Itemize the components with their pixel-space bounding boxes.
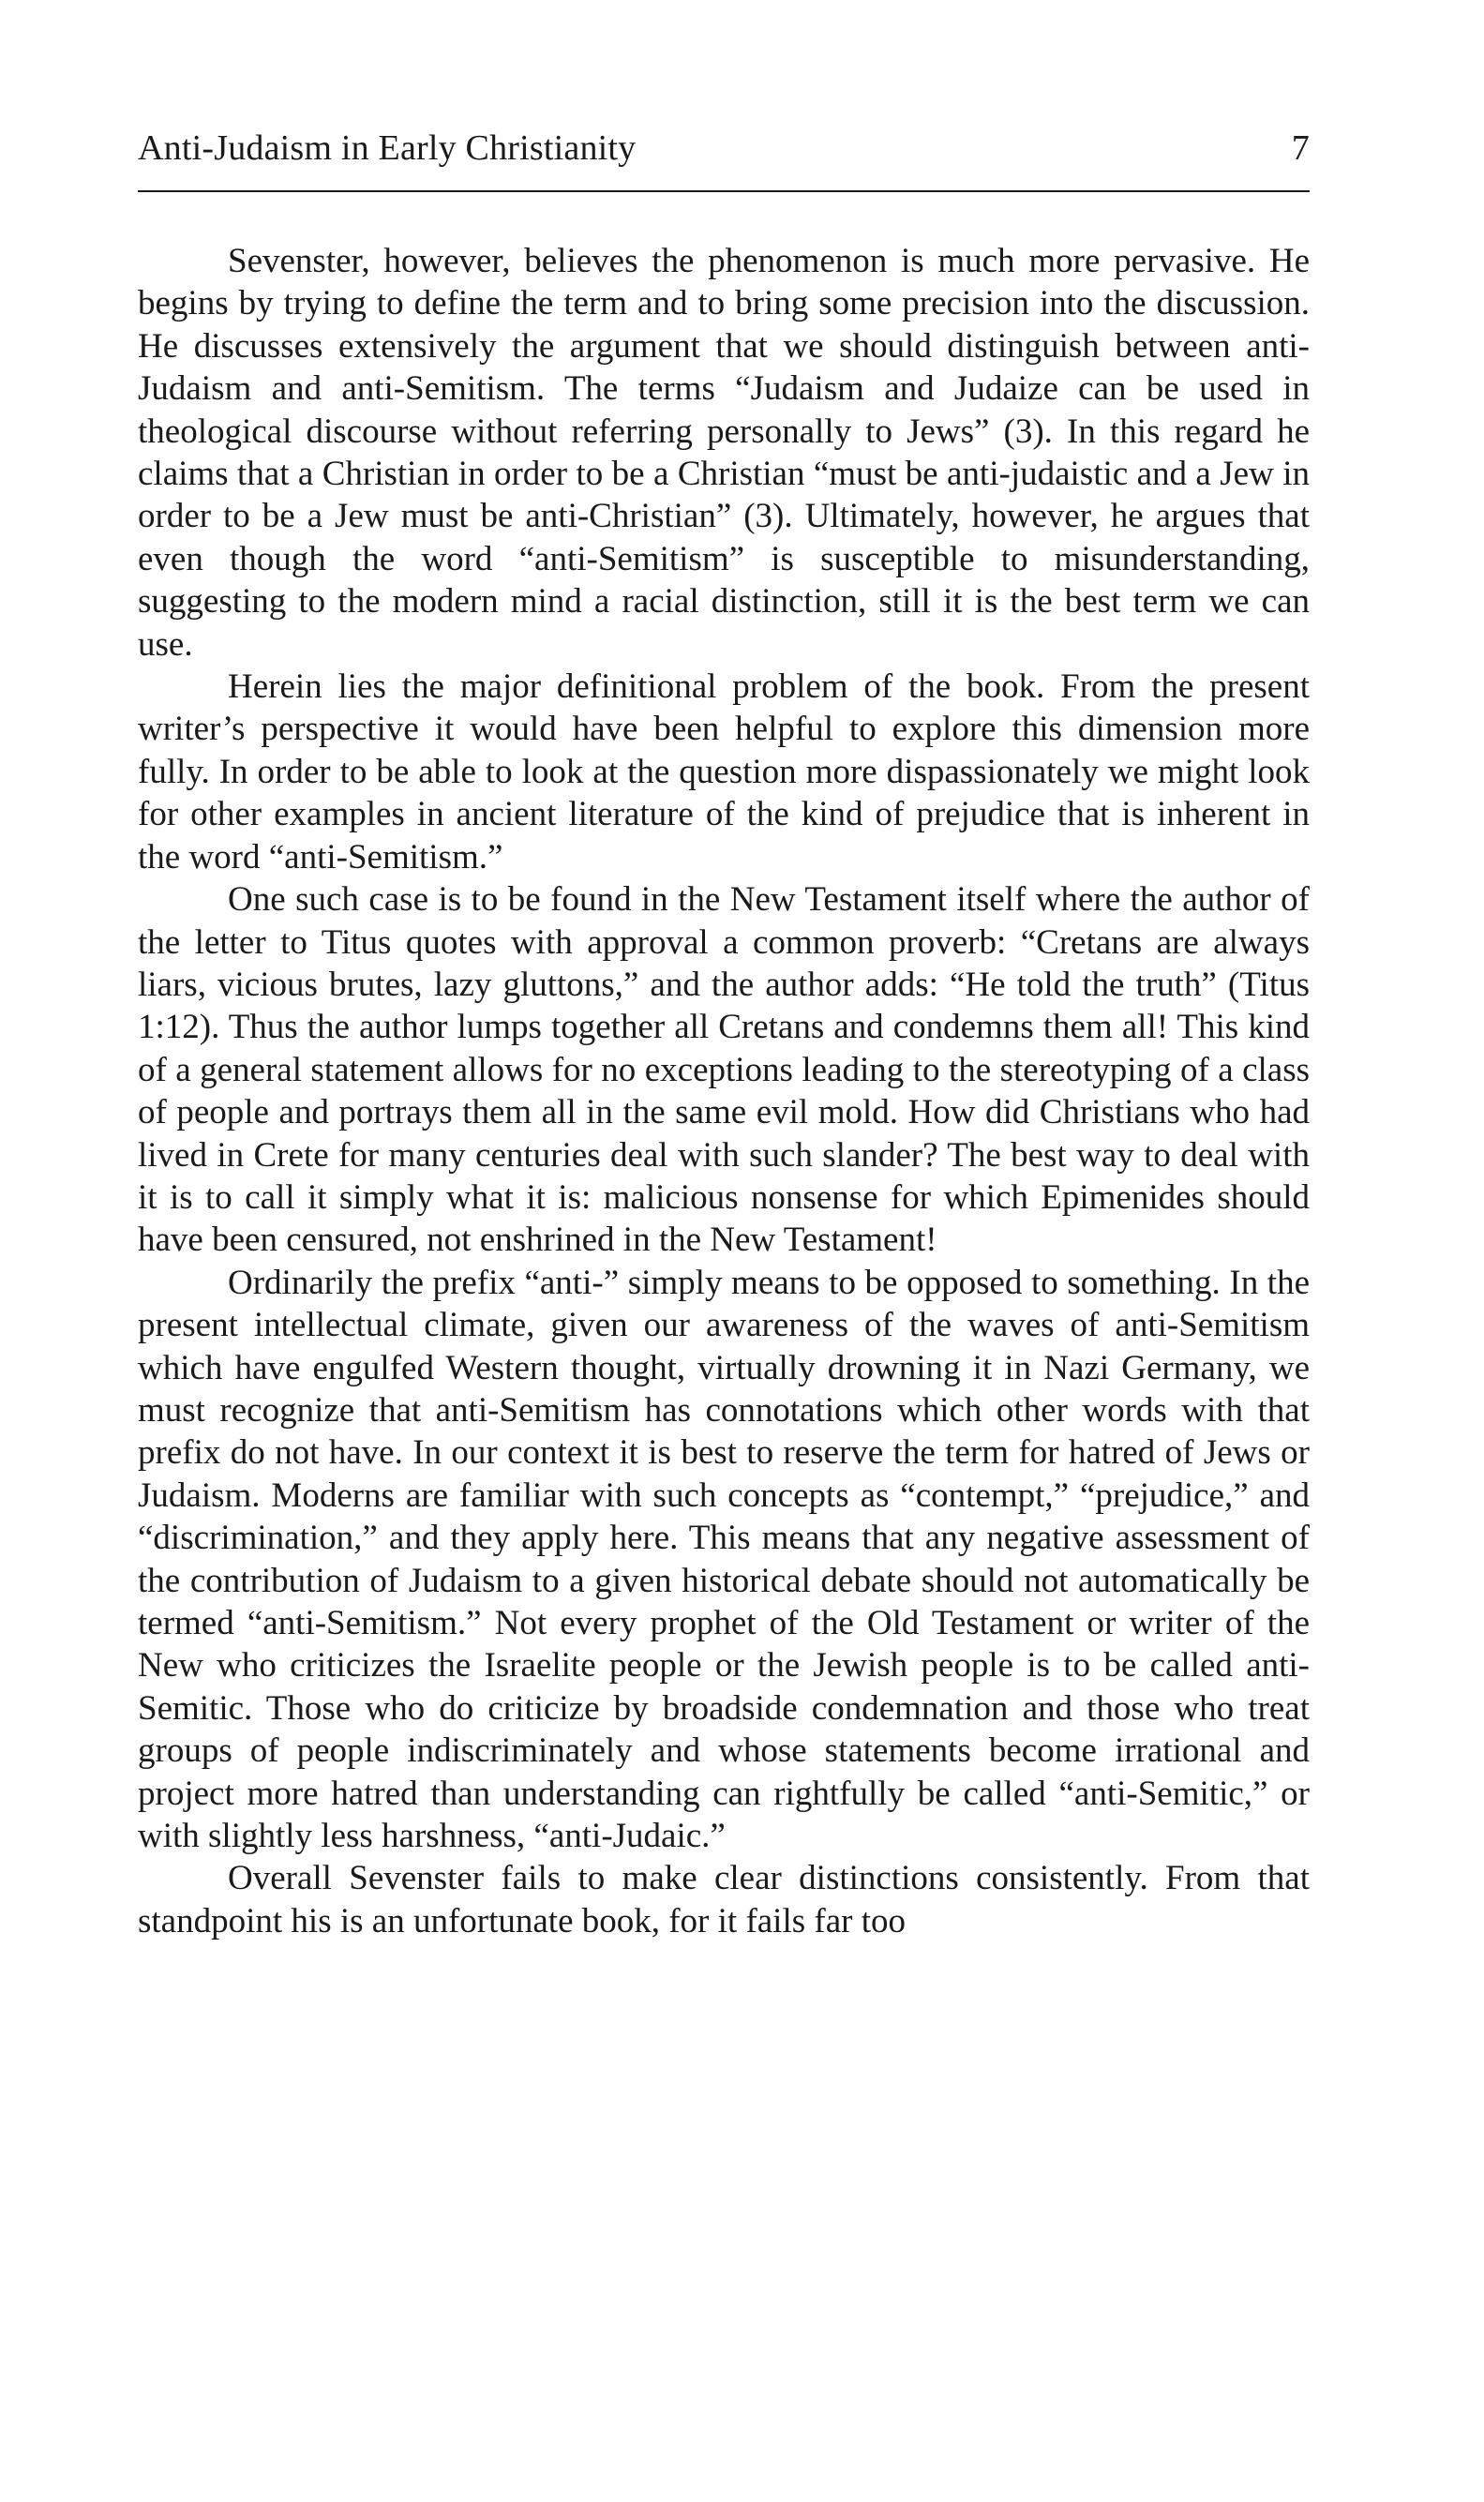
paragraph: Sevenster, however, believes the phenomenon is much more pervasive. He begins by trying to define the term and to bring some precision into the discussion. He discusses extensively the argument that we should distinguish between anti-Judaism and anti-Semitism. The terms “Judaism and Judaize can be used in theological discourse without referring personally to Jews” (3). In this regard he claims that a Christian in order to be a Christian “must be anti-judaistic and a Jew in order to be a Jew must be anti-Christian” (3). Ultimately, however, he argues that even though the word “anti-Semitism” is susceptible to misunderstanding, suggesting to the modern mind a racial distinction, still it is the best term we can use. (138, 242, 1310, 664)
paragraph: Ordinarily the prefix “anti-” simply means to be opposed to something. In the present intellectual climate, given our awareness of the waves of anti-Semitism which have engulfed Western thought, virtually drowning it in Nazi Germany, we must recognize that anti-Semitism has connotations which other words with that prefix do not have. In our context it is best to reserve the term for hatred of Jews or Judaism. Moderns are familiar with such concepts as “contempt,” “prejudice,” and “discrimination,” and they apply here. This means that any negative assessment of the contribution of Judaism to a given historical debate should not automatically be termed “anti-Semitism.” Not every prophet of the Old Testament or writer of the New who criticizes the Israelite people or the Jewish people is to be called anti-Semitic. Those who do criticize by broadside condemnation and those who treat groups of people indiscriminately and whose statements become irrational and project more hatred than understanding can rightfully be called “anti-Semitic,” or with slightly less harshness, “anti-Judaic.” (138, 1263, 1310, 1856)
paragraph: Overall Sevenster fails to make clear distinctions consistently. From that standpoint his is an unfortunate book, for it fails far too (138, 1859, 1310, 1940)
page-number: 7 (1291, 128, 1310, 168)
paragraph: One such case is to be found in the New Testament itself where the author of the letter to Titus quotes with approval a common proverb: “Cretans are always liars, vicious brutes, lazy gluttons,” and the author adds: “He told the truth” (Titus 1:12). Thus the author lumps together all Cretans and condemns them all! This kind of a general statement allows for no exceptions leading to the stereotyping of a class of people and portrays them all in the same evil mold. How did Christians who had lived in Crete for many centuries deal with such slander? The best way to deal with it is to call it simply what it is: malicious nonsense for which Epimenides should have been censured, not enshrined in the New Testament! (138, 880, 1310, 1260)
body-text (138, 240, 1310, 1942)
running-head (138, 120, 1310, 176)
header-rule (138, 190, 1310, 192)
paragraph: Herein lies the major definitional problem of the book. From the present writer’s perspective it would have been helpful to explore this dimension more fully. In order to be able to look at the question more dispassionately we might look for other examples in ancient literature of the kind of prejudice that is inherent in the word “anti-Semitism.” (138, 667, 1310, 876)
book-page (138, 0, 1310, 2502)
running-head-title: Anti-Judaism in Early Christianity (138, 128, 637, 168)
